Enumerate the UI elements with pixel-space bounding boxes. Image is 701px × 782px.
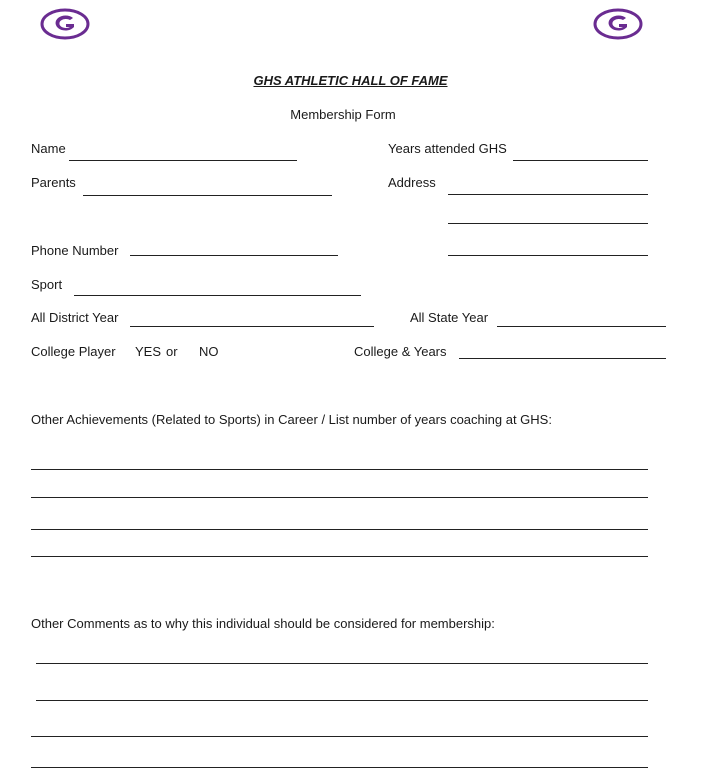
comments-line-2[interactable] — [36, 700, 648, 701]
college-years-field[interactable] — [459, 358, 666, 359]
form-title: GHS ATHLETIC HALL OF FAME — [253, 73, 448, 88]
comments-label: Other Comments as to why this individual should be considered for membership: — [31, 616, 495, 631]
g-logo-icon — [593, 8, 643, 40]
g-logo-icon — [40, 8, 90, 40]
sport-label: Sport — [31, 277, 63, 292]
all-state-year-field[interactable] — [497, 326, 666, 327]
sport-field[interactable] — [74, 295, 361, 296]
address-field-line-2[interactable] — [448, 223, 648, 224]
name-label: Name — [31, 141, 66, 156]
name-field[interactable] — [69, 160, 297, 161]
all-district-year-label: All District Year — [31, 310, 119, 325]
address-field-line-3[interactable] — [448, 255, 648, 256]
comments-line-4[interactable] — [31, 767, 648, 768]
all-state-year-label: All State Year — [410, 310, 489, 325]
form-subtitle: Membership Form — [290, 107, 396, 122]
parents-field[interactable] — [83, 195, 332, 196]
college-years-label: College & Years — [354, 344, 447, 359]
comments-line-3[interactable] — [31, 736, 648, 737]
achievements-line-3[interactable] — [31, 529, 648, 530]
college-player-label: College Player — [31, 344, 116, 359]
achievements-line-1[interactable] — [31, 469, 648, 470]
address-label: Address — [388, 175, 436, 190]
address-field-line-1[interactable] — [448, 194, 648, 195]
comments-line-1[interactable] — [36, 663, 648, 664]
phone-label: Phone Number — [31, 243, 119, 258]
years-attended-label: Years attended GHS — [388, 141, 507, 156]
yes-option[interactable]: YES — [135, 344, 162, 359]
years-attended-field[interactable] — [513, 160, 648, 161]
or-text: or — [166, 344, 178, 359]
achievements-label: Other Achievements (Related to Sports) in Career / List number of years coaching at GHS: — [31, 412, 552, 427]
achievements-line-4[interactable] — [31, 556, 648, 557]
achievements-line-2[interactable] — [31, 497, 648, 498]
no-option[interactable]: NO — [199, 344, 219, 359]
all-district-year-field[interactable] — [130, 326, 374, 327]
parents-label: Parents — [31, 175, 76, 190]
phone-field[interactable] — [130, 255, 338, 256]
